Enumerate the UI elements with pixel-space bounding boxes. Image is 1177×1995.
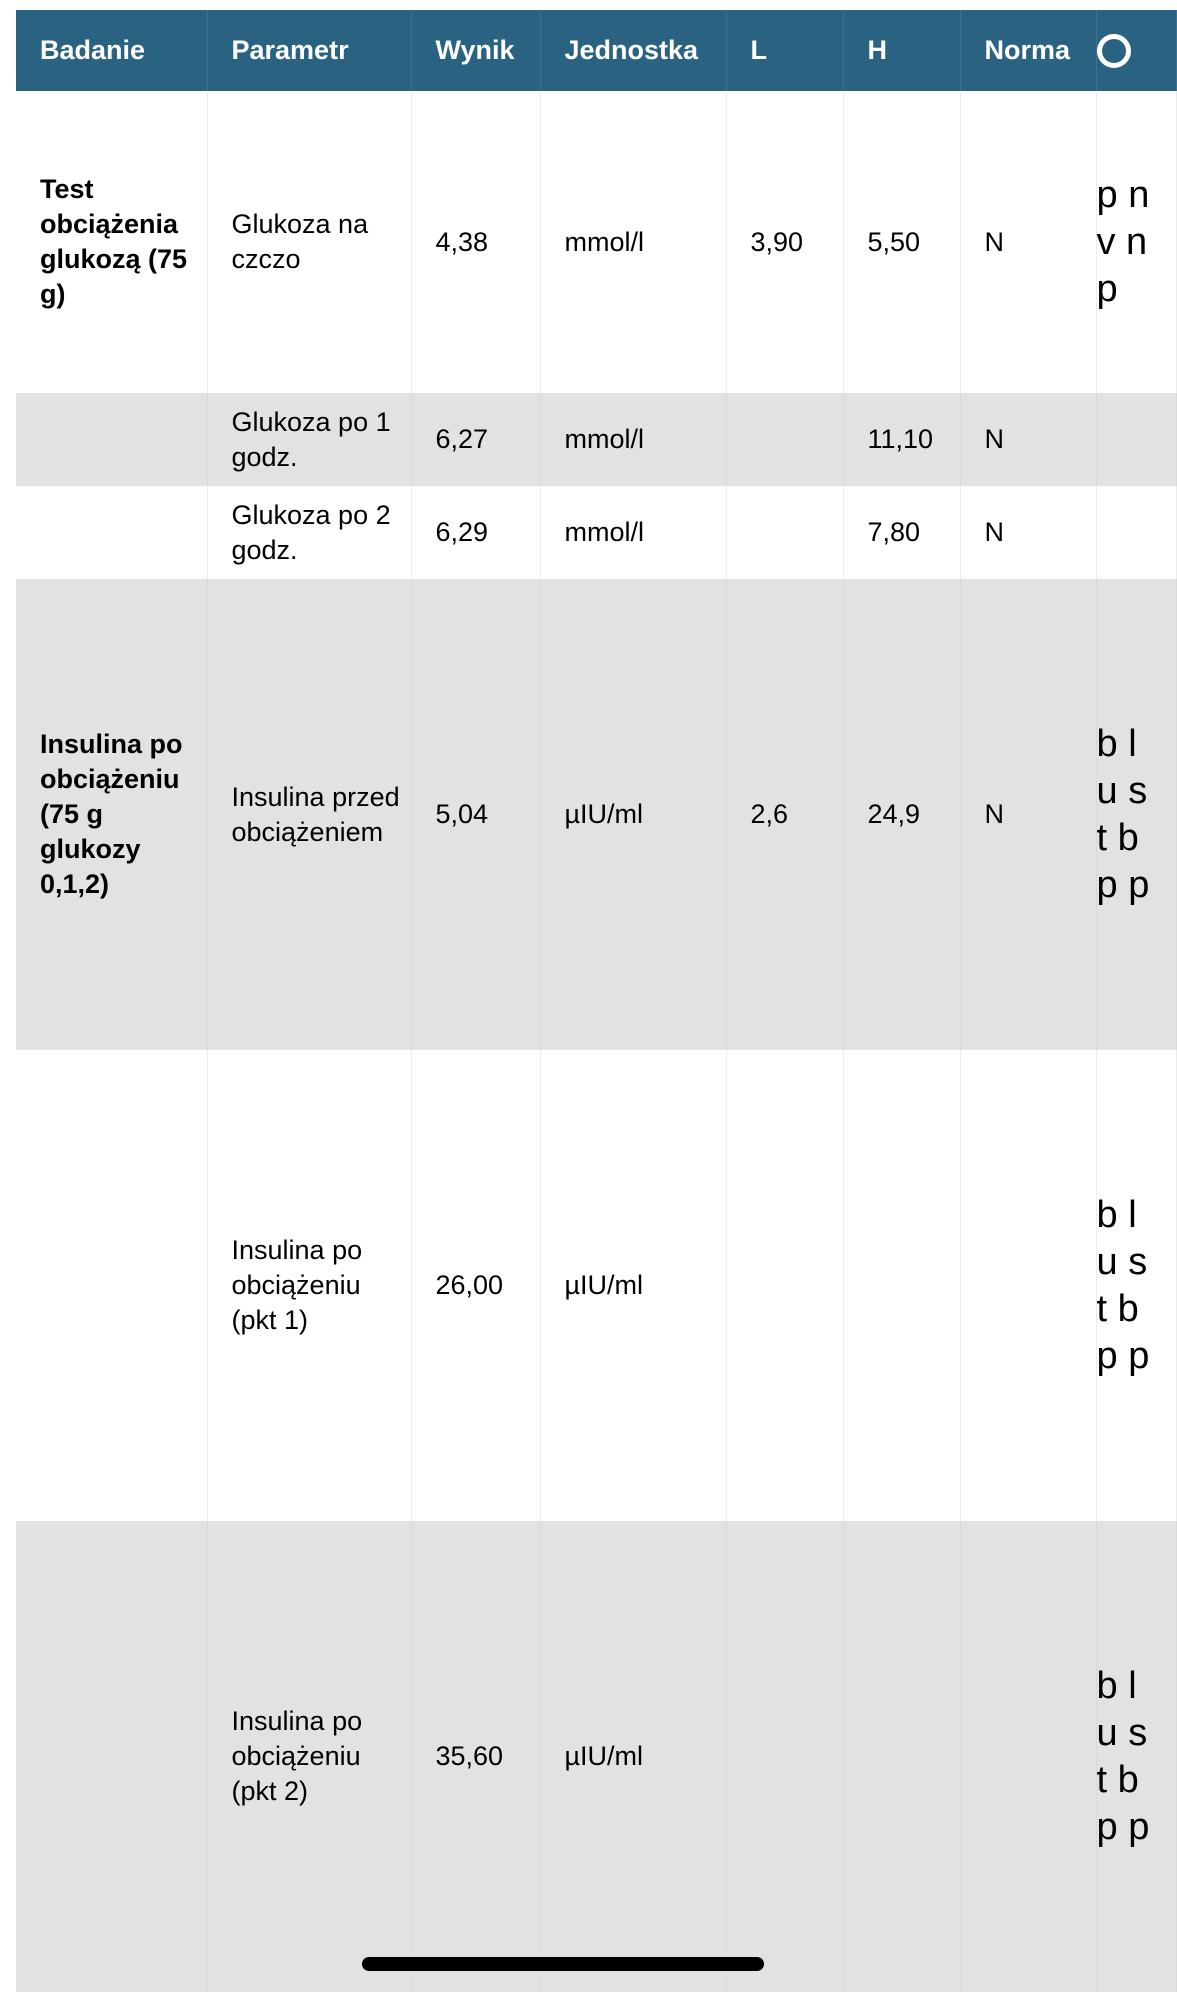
cell-norma (960, 1050, 1096, 1521)
cell-parametr: Glukoza na czczo (207, 91, 411, 393)
table-row (16, 486, 1176, 579)
cell-parametr: Insulina po obciążeniu (pkt 2) (207, 1521, 411, 1992)
cell-jednostka: µIU/ml (540, 1521, 726, 1992)
table-row (16, 91, 1176, 393)
header-parametr[interactable]: Parametr (207, 10, 411, 91)
cell-norma (960, 1521, 1096, 1992)
cell-jednostka: mmol/l (540, 486, 726, 579)
cell-h: 11,10 (843, 393, 960, 486)
cell-l (726, 1050, 843, 1521)
header-norma[interactable]: Norma (960, 10, 1096, 91)
cell-l (726, 486, 843, 579)
cell-h (843, 1050, 960, 1521)
cell-badanie: Test obciążenia glukozą (75 g) (16, 91, 207, 393)
cell-parametr: Glukoza po 1 godz. (207, 393, 411, 486)
header-uwagi[interactable] (1096, 10, 1176, 91)
header-l[interactable]: L (726, 10, 843, 91)
cell-norma: N (960, 393, 1096, 486)
cell-l (726, 1521, 843, 1992)
cell-jednostka: mmol/l (540, 393, 726, 486)
cell-wynik: 6,27 (411, 393, 540, 486)
cell-uwagi: b l u s t b p p (1096, 1050, 1176, 1521)
cell-l: 2,6 (726, 579, 843, 1050)
cell-uwagi (1096, 486, 1176, 579)
cell-badanie (16, 393, 207, 486)
cell-l (726, 393, 843, 486)
cell-badanie: Insulina po obciążeniu (75 g glukozy 0,1,2) (16, 579, 207, 1050)
cell-norma: N (960, 486, 1096, 579)
table-header-row (16, 10, 1176, 91)
cell-jednostka: µIU/ml (540, 579, 726, 1050)
cell-badanie (16, 1521, 207, 1992)
cell-jednostka: mmol/l (540, 91, 726, 393)
cell-norma: N (960, 579, 1096, 1050)
table-row (16, 393, 1176, 486)
header-jednostka[interactable]: Jednostka (540, 10, 726, 91)
cell-badanie (16, 486, 207, 579)
cell-jednostka: µIU/ml (540, 1050, 726, 1521)
cell-h (843, 1521, 960, 1992)
header-h[interactable]: H (843, 10, 960, 91)
cell-wynik: 4,38 (411, 91, 540, 393)
cell-wynik: 26,00 (411, 1050, 540, 1521)
cell-badanie (16, 1050, 207, 1521)
results-table (16, 10, 1177, 1992)
header-badanie[interactable]: Badanie (16, 10, 207, 91)
cell-wynik: 35,60 (411, 1521, 540, 1992)
cell-parametr: Glukoza po 2 godz. (207, 486, 411, 579)
cell-l: 3,90 (726, 91, 843, 393)
home-indicator[interactable] (362, 1957, 764, 1971)
table-row (16, 1521, 1176, 1992)
cell-uwagi: b l u s t b p p (1096, 1521, 1176, 1992)
cell-uwagi: p n v n p (1096, 91, 1176, 393)
cell-parametr: Insulina po obciążeniu (pkt 1) (207, 1050, 411, 1521)
cell-parametr: Insulina przed obciążeniem (207, 579, 411, 1050)
cell-norma: N (960, 91, 1096, 393)
cell-uwagi (1096, 393, 1176, 486)
cell-wynik: 5,04 (411, 579, 540, 1050)
table-row (16, 1050, 1176, 1521)
cell-h: 7,80 (843, 486, 960, 579)
header-wynik[interactable]: Wynik (411, 10, 540, 91)
circle-icon (1097, 34, 1131, 68)
cell-wynik: 6,29 (411, 486, 540, 579)
cell-uwagi: b l u s t b p p (1096, 579, 1176, 1050)
table-row (16, 579, 1176, 1050)
cell-h: 24,9 (843, 579, 960, 1050)
cell-h: 5,50 (843, 91, 960, 393)
